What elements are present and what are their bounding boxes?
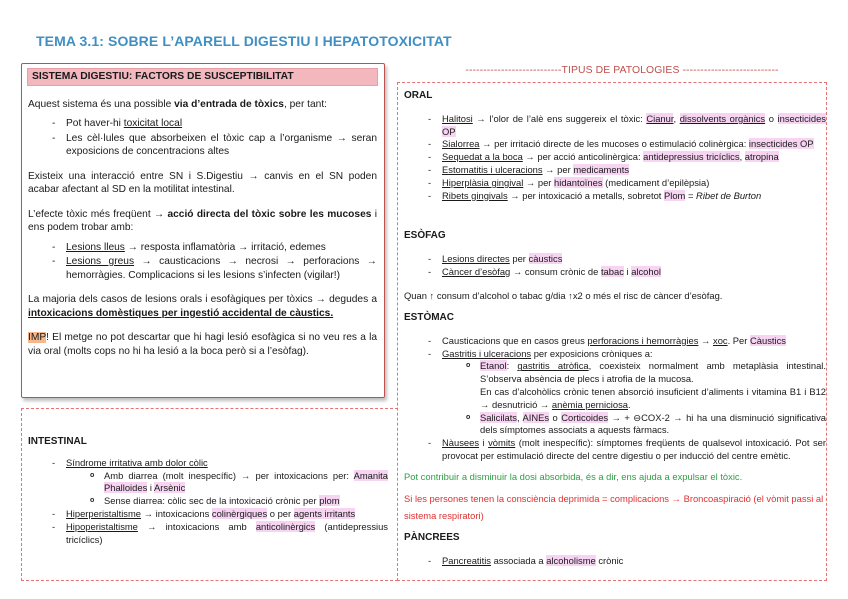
list-item — [52, 521, 388, 547]
tipus-patologies-title: ---------------------------TIPUS DE PATOLOGIES --------------------------- — [465, 65, 779, 76]
intestinal-sublist — [66, 470, 388, 508]
list-item — [428, 151, 826, 164]
text: Aquest sistema és una possible — [28, 98, 175, 110]
text-bold: via d’entrada de tòxics — [174, 98, 284, 110]
term: Hiperperistaltisme — [66, 507, 142, 519]
section-pancrees — [404, 532, 826, 568]
list-item — [428, 555, 826, 568]
text: o — [549, 411, 562, 423]
term: Halitosi — [442, 112, 473, 124]
text: → causticacions → necrosi → perforacions → hemorràgies. Complicacions si les lesions s’infecten (vigilar!) — [66, 256, 377, 281]
term: insecticides OP — [442, 112, 826, 137]
list-item — [428, 190, 826, 203]
text: associada a — [490, 554, 547, 566]
term: atropina — [744, 151, 779, 163]
term: Lesions directes — [442, 252, 510, 264]
text: i — [479, 437, 489, 449]
text: ! El metge no pot descartar que hi hagi lesió esofàgica si no veu res a la via oral (molts cops no hi ha lesió a la boca però si a l’esòfag). — [28, 332, 377, 357]
section-oral — [404, 90, 826, 202]
text: → per — [542, 163, 574, 175]
list-item — [428, 113, 826, 139]
text: L’efecte tòxic més freqüent → — [28, 208, 168, 220]
text: (molt inespecífic): símptomes freqüents de qualsevol intoxicació. Pot ser provocat per estimulació directe del centre digestiu o per inducció del centre emètic. — [442, 437, 826, 461]
list-item — [52, 255, 377, 282]
list-item — [52, 508, 388, 521]
text-italic: Ribet de Burton — [696, 189, 762, 201]
paragraph-sn-interaction: Existeix una interacció entre SN i S.Digestiu → canvis en el SN poden acabar afectant al SD en la motilitat intestinal. — [28, 170, 377, 195]
paragraph-imp — [28, 331, 377, 358]
pancrees-heading: PÀNCREES — [404, 532, 460, 543]
text: o per — [267, 507, 294, 519]
term: anticolinèrgics — [255, 520, 316, 532]
term: perforacions i hemorràgies — [587, 334, 699, 346]
term: Arsènic — [154, 482, 186, 494]
term: plom — [319, 495, 340, 507]
term: Salicilats — [480, 411, 517, 423]
text: → per — [523, 176, 555, 188]
term: gastritis atròfica — [517, 360, 589, 372]
term: agents irritants — [293, 507, 356, 519]
list-item — [428, 266, 826, 279]
estomac-heading: ESTÒMAC — [404, 312, 454, 323]
text: → resposta inflamatòria → irritació, edemes — [124, 241, 326, 253]
page-title: TEMA 3.1: SOBRE L’APARELL DIGESTIU I HEPATOTOXICITAT — [36, 33, 452, 49]
text: En cas d’alcohòlics crònic tenen absorció insuficient d’aliments i vitamina B1 i B12 → desnutrició → — [480, 385, 826, 410]
term: càustics — [528, 252, 563, 264]
imp-highlight: IMP — [28, 332, 47, 343]
text: i — [623, 265, 632, 277]
term: Sequedat a la boca — [442, 151, 523, 163]
term: Hipoperistaltisme — [66, 520, 138, 532]
paragraph-domestic — [28, 293, 377, 320]
red-note: Si les persones tenen la consciència deprimida = complicacions → Broncoaspiració (el vòmit passi al sistema respiratori) — [404, 492, 824, 521]
text: → + ⊖COX-2 → hi ha una disminució significativa dels símptomes associats a aquests fàrmacs. — [480, 411, 826, 436]
text: , per tant: — [283, 98, 327, 110]
term: Síndrome irritativa amb dolor còlic — [66, 456, 208, 468]
text: Pot haver-hi — [66, 118, 124, 129]
section-esofag — [404, 230, 826, 303]
term: vòmits — [488, 437, 516, 449]
section-estomac — [404, 312, 826, 524]
text: per exposicions cròniques a: — [531, 347, 653, 359]
text-underline: Lesions greus — [66, 256, 135, 267]
list-item — [466, 360, 826, 411]
text-bold: acció directa del tòxic sobre les mucoses — [167, 208, 372, 220]
oral-heading: ORAL — [404, 90, 433, 101]
term: medicaments — [573, 163, 630, 175]
term: Hiperplàsia gingival — [442, 176, 524, 188]
term: Càncer d’esòfag — [442, 265, 511, 277]
text: per — [509, 252, 529, 264]
esofag-heading: ESÒFAG — [404, 230, 446, 241]
list-item — [52, 457, 388, 508]
term: Ribets gingivals — [442, 189, 508, 201]
text: , — [673, 112, 680, 124]
term: alcoholisme — [546, 554, 596, 566]
list-item — [428, 335, 826, 348]
term: Corticoides — [561, 411, 609, 423]
list-item — [428, 437, 826, 463]
list-consequences — [28, 117, 377, 159]
term: Etanol — [480, 360, 507, 372]
text: : — [506, 360, 518, 372]
text: crònic — [595, 554, 624, 566]
term: insecticides OP — [748, 138, 814, 150]
text: Causticacions que en casos greus — [442, 334, 588, 346]
term: dissolvents orgànics — [679, 112, 766, 124]
text: i ens podem trobar amb: — [28, 208, 377, 233]
esofag-note: Quan ↑ consum d’alcohol o tabac g/dia ↑x2 o més el risc de càncer d’esòfag. — [404, 290, 723, 302]
list-item — [90, 495, 388, 508]
text: → — [698, 334, 713, 346]
list-item — [90, 470, 388, 496]
oral-list — [404, 113, 826, 203]
paragraph-entry-route — [28, 98, 377, 112]
susceptibility-box — [21, 63, 385, 398]
intestinal-heading: INTESTINAL — [28, 436, 87, 447]
esofag-list — [404, 253, 826, 279]
text: . — [628, 398, 631, 410]
list-item — [428, 253, 826, 266]
text: o — [765, 112, 778, 124]
estomac-list — [404, 335, 826, 463]
list-item — [428, 164, 826, 177]
term: Amanita Phalloides — [104, 469, 388, 494]
susceptibility-header: SISTEMA DIGESTIU: FACTORS DE SUSCEPTIBILITAT — [27, 68, 378, 86]
term: Sialorrea — [442, 138, 480, 150]
term: xoc — [713, 334, 728, 346]
text-underline: Lesions lleus — [66, 241, 125, 253]
section-intestinal — [28, 436, 388, 546]
term: Càustics — [750, 334, 786, 346]
estomac-sublist — [442, 360, 826, 437]
text: → consum crònic de — [510, 265, 601, 277]
text: → intoxicacions amb — [137, 520, 256, 532]
term: alcohol — [631, 265, 661, 277]
list-item — [428, 348, 826, 438]
text: → per intoxicació a metalls, sobretot — [507, 189, 664, 201]
text: (antidepressius tricíclics) — [66, 520, 388, 545]
term: anèmia perniciosa — [551, 398, 628, 410]
text: , coexisteix normalment amb metaplàsia intestinal. S’observa absència de plecs i atrofia de la mucosa. — [480, 360, 826, 385]
text: La majoria dels casos de lesions orals i esofàgiques per tòxics → degudes a — [28, 294, 377, 305]
term: tabac — [600, 265, 624, 277]
text: → per irritació directe de les mucoses o estimulació colinèrgica: — [479, 138, 749, 150]
term: Cianur — [646, 112, 674, 124]
text: → l’olor de l’alè ens suggereix el tòxic: — [472, 112, 647, 124]
list-item: - Les cèl·lules que absorbeixen el tòxic cap a l’organisme → seran exposicions de concentracions altes — [52, 132, 377, 159]
text: , — [517, 411, 523, 423]
green-note: Pot contribuir a disminuir la dosi absorbida, és a dir, ens ajuda a expulsar el tòxic. — [404, 470, 743, 482]
text: → intoxicacions — [141, 507, 212, 519]
paragraph-direct-effect — [28, 208, 377, 235]
text-underline: toxicitat local — [123, 118, 183, 129]
text: . Per — [727, 334, 750, 346]
list-item — [466, 412, 826, 438]
text: → per acció anticolinèrgica: — [522, 151, 644, 163]
pancrees-list — [404, 555, 826, 568]
term: Gastritis i ulceracions — [442, 347, 532, 359]
term: antidepressius tricíclics — [643, 151, 740, 163]
text: = — [685, 189, 697, 201]
text: Amb diarrea (molt inespecífic) → per intoxicacions per: — [104, 469, 354, 481]
text: (medicament d’epilèpsia) — [602, 176, 710, 188]
term: Plom — [664, 189, 686, 201]
text: i — [147, 482, 155, 494]
list-item — [428, 138, 826, 151]
term: AINEs — [522, 411, 550, 423]
list-item — [428, 177, 826, 190]
term: Nàusees — [442, 437, 480, 449]
intestinal-list — [28, 457, 388, 547]
list-item — [52, 241, 377, 255]
term: Estomatitis i ulceracions — [442, 163, 543, 175]
term: Pancreatitis — [442, 554, 491, 566]
text-bold: intoxicacions domèstiques per ingestió accidental de càustics. — [28, 307, 334, 319]
term: colinèrgiques — [211, 507, 268, 519]
list-item — [52, 117, 377, 131]
term: hidantoïnes — [554, 176, 603, 188]
list-lesions — [28, 241, 377, 283]
text: Sense diarrea: còlic sec de la intoxicació crònic per — [104, 495, 320, 507]
text: , — [739, 151, 745, 163]
